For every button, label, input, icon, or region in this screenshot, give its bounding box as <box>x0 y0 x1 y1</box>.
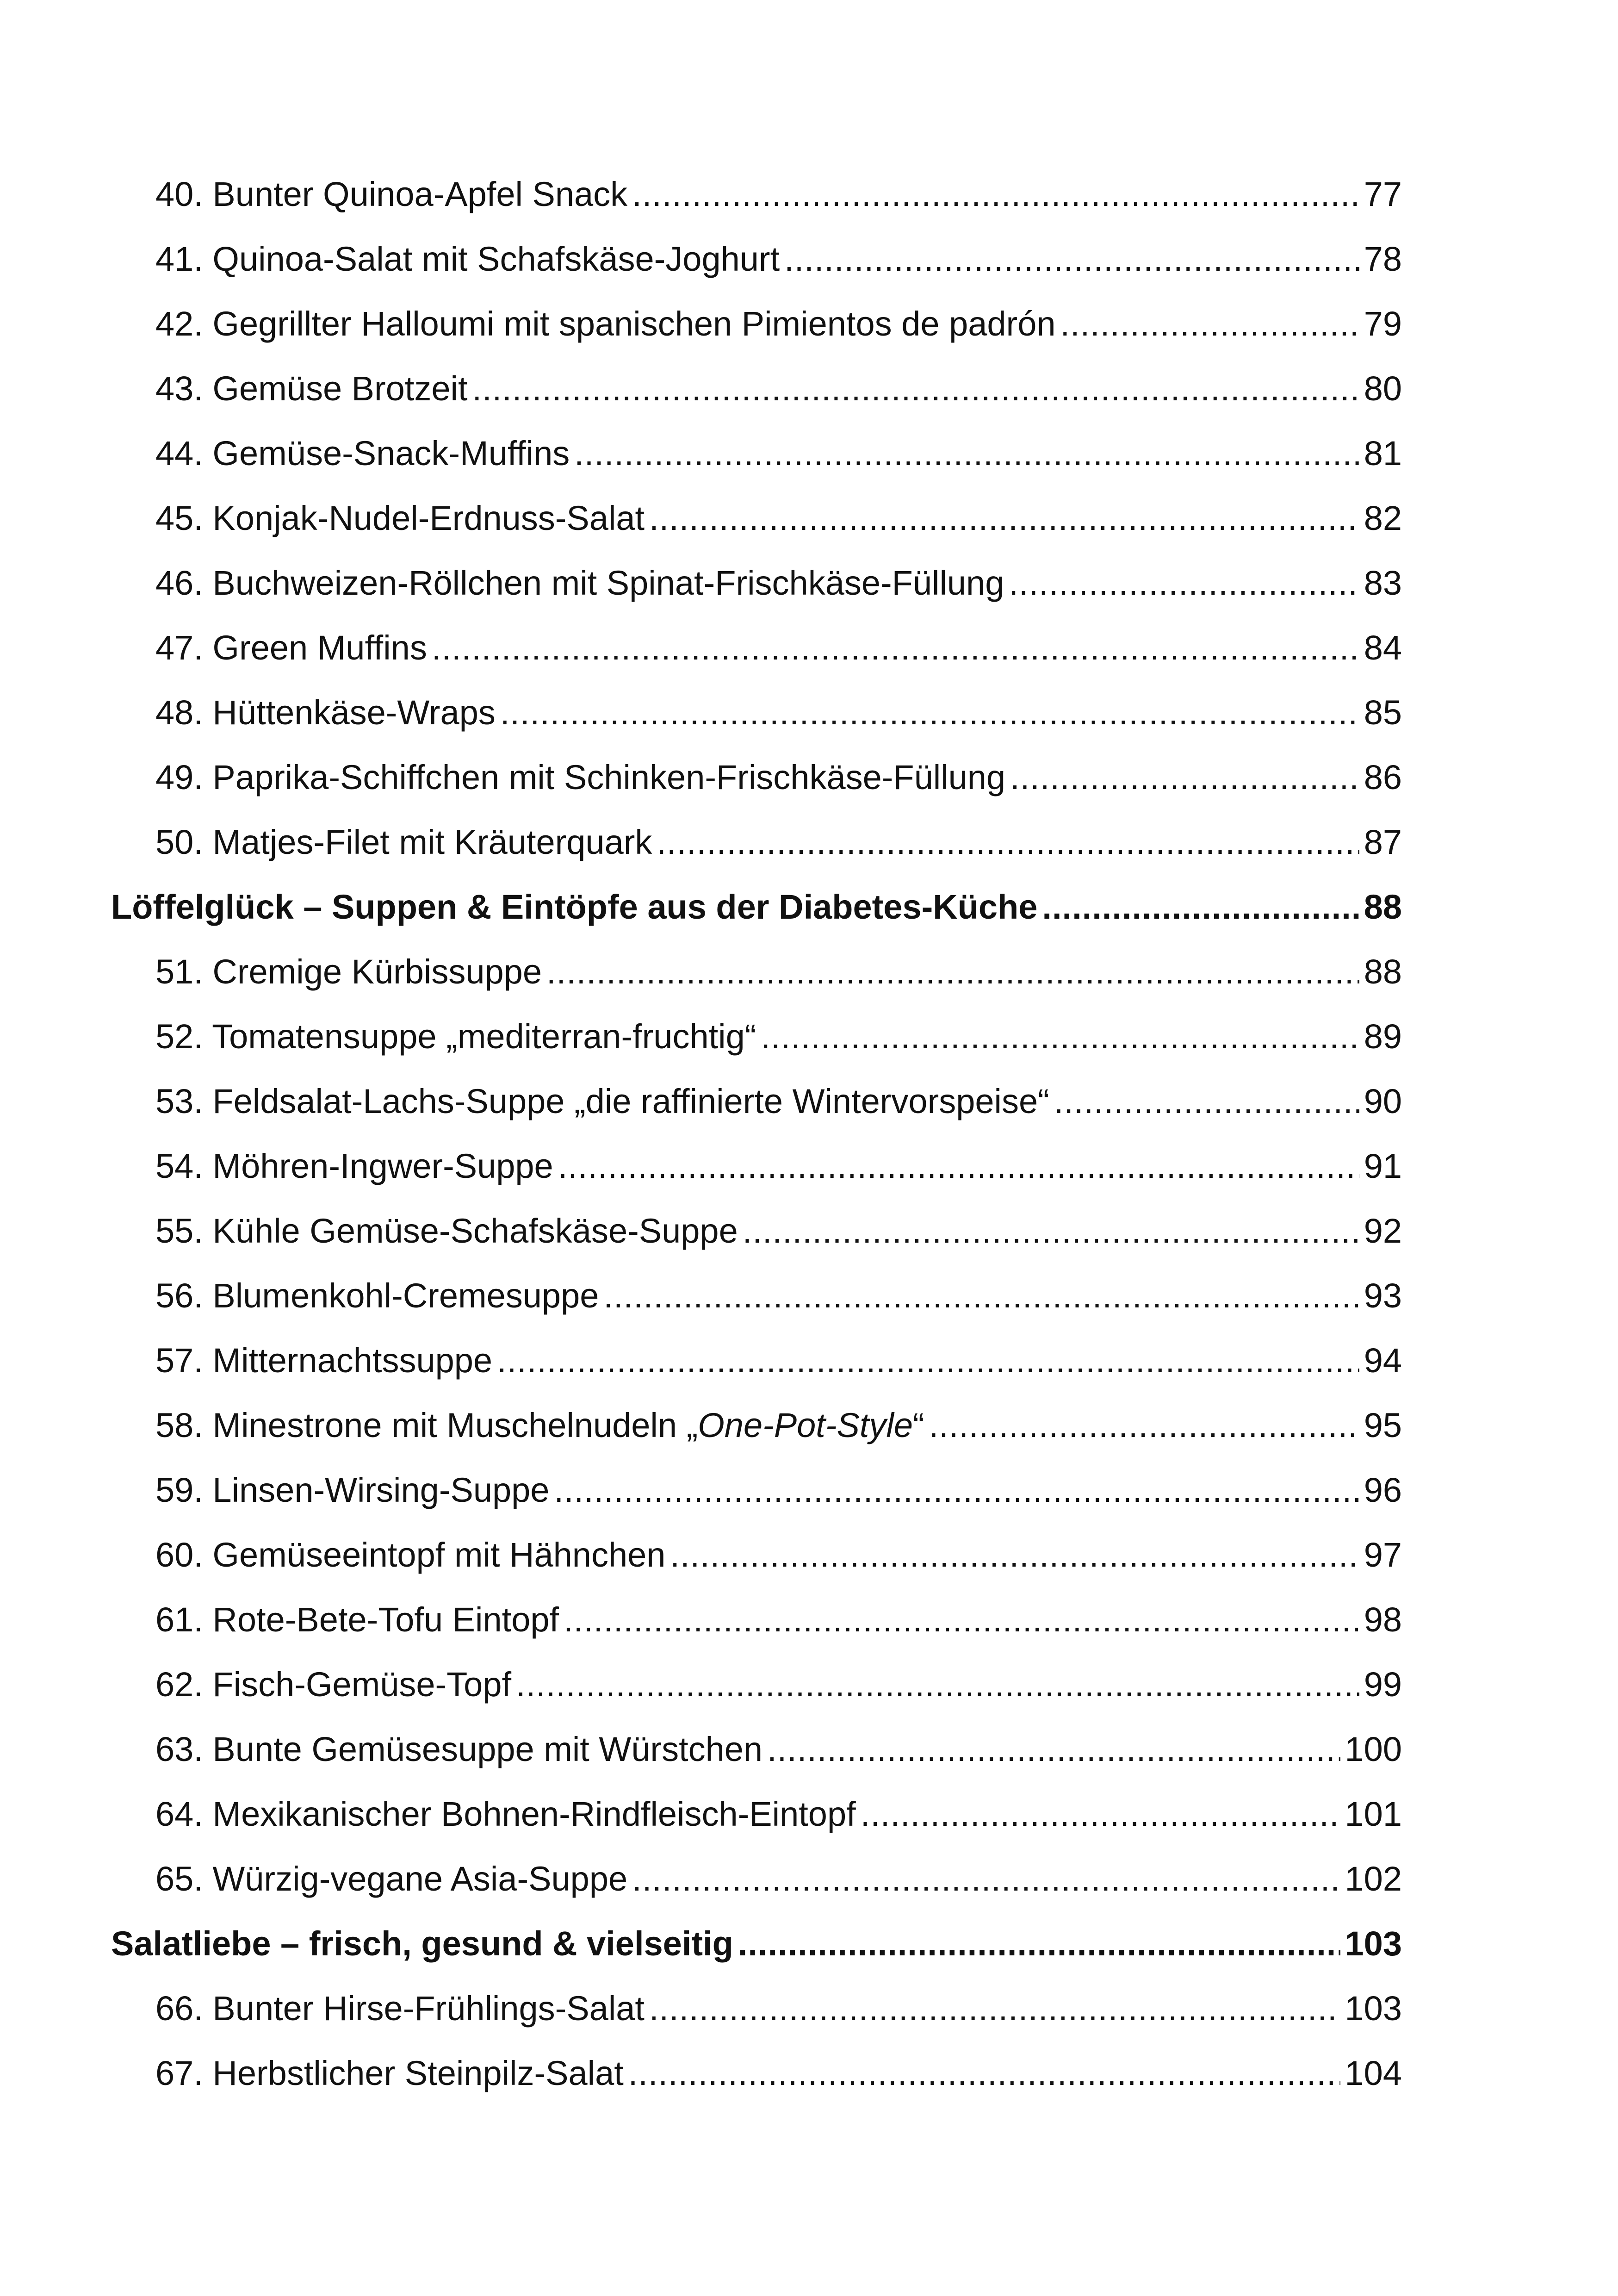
toc-dot-leader <box>546 940 1359 1004</box>
toc-page-number: 101 <box>1345 1795 1402 1833</box>
toc-dot-leader <box>472 356 1359 421</box>
toc-dot-leader <box>500 680 1359 745</box>
toc-entry[interactable] <box>111 745 1402 810</box>
toc-section-heading[interactable] <box>111 1911 1402 1976</box>
toc-entry-title: 52. Tomatensuppe „mediterran-fruchtig“ <box>155 1017 756 1056</box>
toc-entry[interactable] <box>111 1458 1402 1523</box>
toc-entry-title: 43. Gemüse Brotzeit <box>155 369 468 408</box>
toc-dot-leader <box>929 1393 1359 1458</box>
toc-page-number: 104 <box>1345 2054 1402 2092</box>
toc-page-number: 84 <box>1364 628 1402 667</box>
toc-page-number: 102 <box>1345 1860 1402 1898</box>
toc-section-title: Salatliebe – frisch, gesund & vielseitig <box>111 1924 733 1963</box>
toc-entry-title: 45. Konjak-Nudel-Erdnuss-Salat <box>155 499 645 537</box>
toc-dot-leader <box>632 1847 1340 1911</box>
toc-entry[interactable] <box>111 1652 1402 1717</box>
toc-dot-leader <box>657 810 1359 875</box>
toc-dot-leader <box>603 1263 1359 1328</box>
toc-dot-leader <box>1054 1069 1359 1134</box>
toc-section-title: Löffelglück – Suppen & Eintöpfe aus der Diabetes-Küche <box>111 888 1038 926</box>
toc-dot-leader <box>628 2041 1340 2106</box>
toc-dot-leader <box>558 1134 1359 1199</box>
toc-entry-title: 60. Gemüseeintopf mit Hähnchen <box>155 1536 666 1574</box>
toc-dot-leader <box>861 1782 1340 1847</box>
toc-entry[interactable] <box>111 162 1402 227</box>
toc-entry[interactable] <box>111 227 1402 292</box>
toc-entry[interactable] <box>111 1263 1402 1328</box>
toc-dot-leader <box>649 1976 1340 2041</box>
toc-dot-leader <box>497 1328 1359 1393</box>
toc-entry[interactable] <box>111 616 1402 680</box>
toc-dot-leader <box>743 1199 1359 1263</box>
toc-entry[interactable] <box>111 1134 1402 1199</box>
toc-dot-leader <box>784 227 1359 292</box>
table-of-contents <box>111 162 1402 2106</box>
toc-entry-title: 61. Rote-Bete-Tofu Eintopf <box>155 1600 559 1639</box>
toc-page-number: 88 <box>1364 888 1402 926</box>
toc-entry-title: 62. Fisch-Gemüse-Topf <box>155 1665 512 1704</box>
toc-entry-title: 46. Buchweizen-Röllchen mit Spinat-Frischkäse-Füllung <box>155 564 1004 602</box>
toc-dot-leader <box>432 616 1359 680</box>
toc-entry-title: 57. Mitternachtssuppe <box>155 1341 493 1380</box>
toc-entry-title-italic: One-Pot-Style <box>698 1406 913 1444</box>
toc-page-number: 87 <box>1364 823 1402 861</box>
toc-page-number: 89 <box>1364 1017 1402 1056</box>
toc-page-number: 90 <box>1364 1082 1402 1120</box>
toc-page-number: 103 <box>1345 1989 1402 2028</box>
toc-dot-leader <box>761 1004 1359 1069</box>
toc-entry-title: 42. Gegrillter Halloumi mit spanischen Pimientos de padrón <box>155 305 1056 343</box>
toc-section-heading[interactable] <box>111 875 1402 940</box>
toc-entry-title: 48. Hüttenkäse-Wraps <box>155 693 496 732</box>
toc-page-number: 94 <box>1364 1341 1402 1380</box>
toc-entry-title: 54. Möhren-Ingwer-Suppe <box>155 1147 553 1185</box>
toc-dot-leader <box>554 1458 1359 1523</box>
toc-entry-title: 49. Paprika-Schiffchen mit Schinken-Frischkäse-Füllung <box>155 758 1006 796</box>
toc-dot-leader <box>670 1523 1359 1587</box>
toc-page-number: 81 <box>1364 434 1402 473</box>
toc-dot-leader <box>1010 745 1359 810</box>
toc-entry[interactable] <box>111 1199 1402 1263</box>
toc-entry-title: 56. Blumenkohl-Cremesuppe <box>155 1276 599 1315</box>
toc-entry[interactable] <box>111 1587 1402 1652</box>
toc-page-number: 95 <box>1364 1406 1402 1444</box>
toc-entry-title: 51. Cremige Kürbissuppe <box>155 952 542 991</box>
toc-dot-leader <box>649 486 1359 551</box>
toc-page-number: 96 <box>1364 1471 1402 1509</box>
toc-page-number: 99 <box>1364 1665 1402 1704</box>
toc-page-number: 93 <box>1364 1276 1402 1315</box>
toc-entry[interactable] <box>111 810 1402 875</box>
toc-entry[interactable] <box>111 356 1402 421</box>
toc-page-number: 91 <box>1364 1147 1402 1185</box>
toc-entry-title <box>155 1393 924 1458</box>
toc-entry-title: 63. Bunte Gemüsesuppe mit Würstchen <box>155 1730 763 1768</box>
toc-entry[interactable] <box>111 1976 1402 2041</box>
toc-entry-title: 50. Matjes-Filet mit Kräuterquark <box>155 823 652 861</box>
toc-dot-leader <box>632 162 1359 227</box>
toc-page-number: 82 <box>1364 499 1402 537</box>
toc-entry[interactable] <box>111 1004 1402 1069</box>
toc-entry[interactable] <box>111 1523 1402 1587</box>
toc-entry-title: 66. Bunter Hirse-Frühlings-Salat <box>155 1989 645 2028</box>
toc-page-number: 85 <box>1364 693 1402 732</box>
toc-entry[interactable] <box>111 421 1402 486</box>
toc-entry[interactable] <box>111 1717 1402 1782</box>
toc-page-number: 77 <box>1364 175 1402 213</box>
toc-entry[interactable] <box>111 1847 1402 1911</box>
toc-entry[interactable] <box>111 551 1402 616</box>
toc-entry[interactable] <box>111 940 1402 1004</box>
toc-entry[interactable] <box>111 1069 1402 1134</box>
toc-entry-title-prefix: 58. Minestrone mit Muschelnudeln „ <box>155 1406 698 1444</box>
toc-page-number: 78 <box>1364 240 1402 278</box>
toc-page-number: 98 <box>1364 1600 1402 1639</box>
toc-entry-title: 40. Bunter Quinoa-Apfel Snack <box>155 175 628 213</box>
toc-entry[interactable] <box>111 292 1402 356</box>
toc-dot-leader <box>1060 292 1359 356</box>
toc-dot-leader <box>1009 551 1359 616</box>
toc-dot-leader <box>516 1652 1359 1717</box>
toc-dot-leader <box>564 1587 1359 1652</box>
toc-entry-title: 44. Gemüse-Snack-Muffins <box>155 434 570 473</box>
toc-entry[interactable] <box>111 1393 1402 1458</box>
toc-dot-leader <box>574 421 1359 486</box>
toc-dot-leader <box>738 1911 1340 1976</box>
toc-page-number: 83 <box>1364 564 1402 602</box>
toc-page-number: 92 <box>1364 1212 1402 1250</box>
toc-page-number: 97 <box>1364 1536 1402 1574</box>
toc-dot-leader <box>1042 875 1359 940</box>
toc-entry-title: 67. Herbstlicher Steinpilz-Salat <box>155 2054 624 2092</box>
toc-entry[interactable] <box>111 1782 1402 1847</box>
toc-page-number: 103 <box>1345 1924 1402 1963</box>
toc-entry-title-suffix: “ <box>912 1406 924 1444</box>
toc-entry-title: 55. Kühle Gemüse-Schafskäse-Suppe <box>155 1212 738 1250</box>
toc-entry-title: 47. Green Muffins <box>155 628 427 667</box>
toc-entry-title: 41. Quinoa-Salat mit Schafskäse-Joghurt <box>155 240 780 278</box>
toc-entry-title: 65. Würzig-vegane Asia-Suppe <box>155 1860 628 1898</box>
toc-page-number: 80 <box>1364 369 1402 408</box>
toc-page-number: 100 <box>1345 1730 1402 1768</box>
toc-entry[interactable] <box>111 680 1402 745</box>
toc-page-number: 88 <box>1364 952 1402 991</box>
toc-page-number: 79 <box>1364 305 1402 343</box>
toc-page-number: 86 <box>1364 758 1402 796</box>
toc-entry[interactable] <box>111 2041 1402 2106</box>
toc-entry[interactable] <box>111 1328 1402 1393</box>
toc-entry[interactable] <box>111 486 1402 551</box>
toc-entry-title: 53. Feldsalat-Lachs-Suppe „die raffinierte Wintervorspeise“ <box>155 1082 1049 1120</box>
toc-entry-title: 59. Linsen-Wirsing-Suppe <box>155 1471 550 1509</box>
toc-dot-leader <box>767 1717 1340 1782</box>
toc-entry-title: 64. Mexikanischer Bohnen-Rindfleisch-Eintopf <box>155 1795 856 1833</box>
